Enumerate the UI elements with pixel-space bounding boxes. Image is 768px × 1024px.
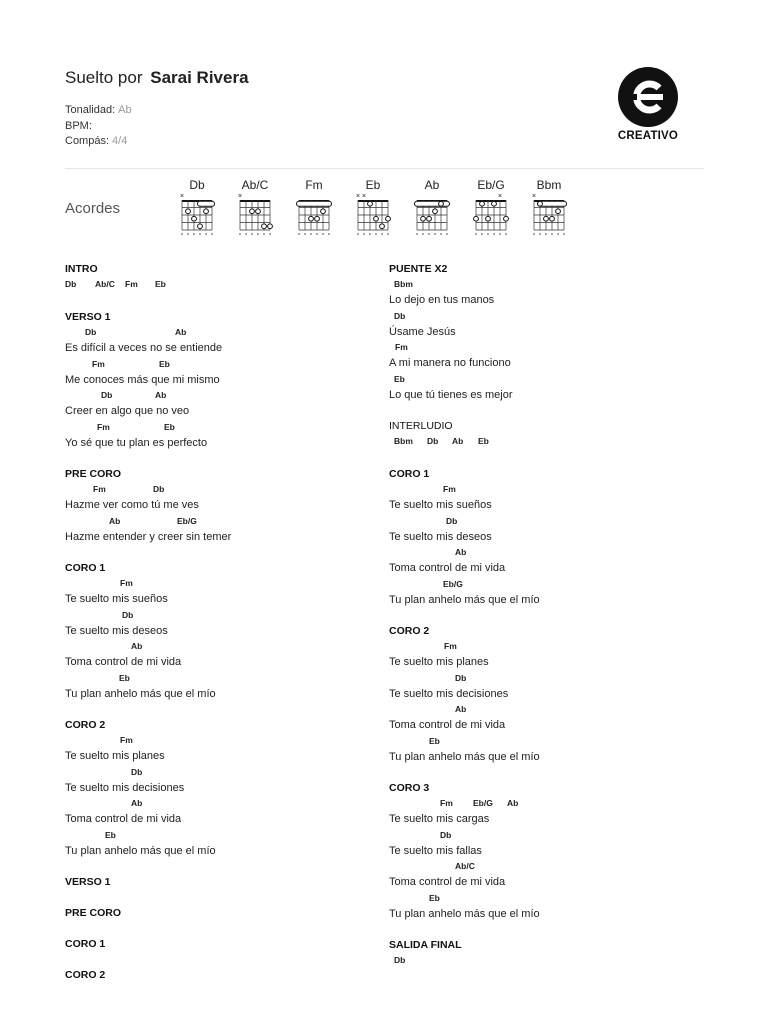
chord-row [65,732,365,749]
chord-symbol: Fm [93,484,106,494]
chord-symbol: Ab [175,327,187,337]
chord-row [389,890,689,907]
chord-symbol: Eb/G [443,578,463,589]
chord-symbol: Db [122,609,134,620]
chord-symbol: Db [455,672,467,683]
lyric-line: Toma control de mi vida [389,876,506,888]
chord-symbol: Eb [155,279,166,289]
svg-text:×: × [361,193,367,200]
section-title: CORO 1 [65,562,106,574]
section-title: VERSO 1 [65,311,111,323]
chord-symbol: Ab [455,547,467,557]
lyric-line: A mi manera no funciono [389,357,511,369]
chord-row [65,607,365,624]
chord-symbol: Eb [105,829,116,840]
chord-row [65,764,365,781]
chord-row [389,670,689,687]
chord-fretboard [295,192,333,238]
section-title: PUENTE X2 [389,263,448,275]
chord-symbol: Ab [455,704,467,714]
section-gap [389,764,689,781]
lyric-line: Creer en algo que no veo [65,405,190,417]
chord-row [389,544,689,561]
svg-text:×: × [237,193,243,200]
chord-fretboard [236,192,274,238]
c-logo-icon [617,66,679,128]
tonalidad-label: Tonalidad: [65,104,116,116]
section-title: CORO 2 [65,719,106,731]
chord-row [65,419,365,436]
chord-symbol: Fm [120,578,133,588]
creativo-logo [613,66,683,142]
section-title: INTERLUDIO [389,420,453,432]
section-title: VERSO 1 [65,876,111,888]
chord-row [389,827,689,844]
section-title: PRE CORO [65,907,122,919]
chord-symbol: Fm [443,484,456,494]
lyric-line: Es difícil a veces no se entiende [65,342,223,354]
lyric-line: Tu plan anhelo más que el mío [389,593,540,606]
section-title: PRE CORO [65,468,122,480]
chord-symbol: Db [85,327,97,337]
chord-symbol: Eb [429,892,440,903]
chord-diagram-name: Fm [305,178,323,192]
chord-row [65,481,365,498]
section-gap [65,889,365,906]
section-title: CORO 2 [389,625,430,637]
svg-text:×: × [179,193,185,200]
section-gap [389,450,689,467]
chord-symbol: Db [394,955,406,965]
lyric-line: Te suelto mis sueños [65,593,168,605]
chord-diagrams [172,178,592,240]
chord-row [389,701,689,718]
chord-symbol: Bbm [394,279,413,289]
section-gap [65,951,365,968]
lyric-line: Toma control de mi vida [65,656,182,668]
chord-symbol: Db [65,279,77,289]
lyric-line: Lo que tú tienes es mejor [389,388,513,401]
chord-symbol: Fm [92,358,105,369]
chord-row [65,276,365,293]
chord-diagram-name: Ab [424,178,440,192]
chord-symbol: Fm [125,279,138,289]
compas-value: 4/4 [112,135,128,147]
tonalidad-value: Ab [118,104,132,116]
chord-row [389,481,689,498]
chord-fretboard [472,192,510,238]
section-gap [65,920,365,937]
section-gap [65,450,365,467]
chord-symbol: Fm [444,641,457,651]
section-title: CORO 1 [65,938,106,950]
chord-diagram-name: Eb [365,178,381,192]
lyric-line: Hazme entender y creer sin temer [65,530,232,543]
meta-compas [65,134,249,150]
compas-label: Compás: [65,135,110,147]
chord-row [389,339,689,356]
song-right-column [389,262,689,969]
chord-fretboard [178,192,216,238]
chord-symbol: Eb [429,735,440,746]
chord-symbol: Ab [452,436,464,446]
song-title-line [65,68,249,88]
chord-symbol: Db [101,390,113,400]
chord-fretboard [354,192,392,238]
song-header [65,68,249,150]
meta-tonalidad [65,103,249,119]
chord-diagram-name: Bbm [536,178,562,192]
section-gap [389,921,689,938]
chord-row [65,324,365,341]
chord-diagram-name: Eb/G [477,178,505,192]
chord-row [65,575,365,592]
chord-symbol: Eb [159,358,170,369]
chord-row [65,356,365,373]
chord-symbol: Fm [440,798,453,808]
lyric-line: Te suelto mis deseos [389,530,492,543]
chord-row [389,795,689,812]
chord-symbol: Eb [119,672,130,683]
section-gap [65,858,365,875]
chord-fretboard [530,192,568,238]
lyric-line: Te suelto mis deseos [65,624,168,637]
lyric-line: Te suelto mis fallas [389,844,482,857]
chord-symbol: Eb/G [177,515,197,526]
lyric-line: Toma control de mi vida [389,562,506,574]
section-gap [389,402,689,419]
section-title: CORO 2 [65,969,106,981]
lyric-line: Te suelto mis decisiones [389,687,509,700]
chord-diagram [289,178,339,238]
bpm-label: BPM: [65,119,92,132]
chord-row [389,952,689,969]
chord-symbol: Ab [507,798,519,808]
chord-symbol: Ab [131,641,143,651]
svg-text:×: × [355,193,361,200]
lyric-line: Te suelto mis cargas [389,813,490,825]
chord-row [65,513,365,530]
song-artist: Sarai Rivera [150,68,249,87]
chord-row [65,827,365,844]
chord-symbol: Eb [394,373,405,384]
chord-symbol: Db [446,515,458,526]
section-gap [65,701,365,718]
chord-symbol: Fm [120,735,133,745]
lyric-line: Te suelto mis planes [65,750,165,762]
section-title: CORO 1 [389,468,430,480]
section-gap [389,607,689,624]
lyric-line: Tu plan anhelo más que el mío [65,687,216,700]
chord-diagram-name: Db [189,178,205,192]
chord-symbol: Bbm [394,436,413,446]
meta-bpm [65,119,249,135]
song-left-column [65,262,365,982]
svg-text:×: × [531,193,537,200]
lyric-line: Hazme ver como tú me ves [65,499,199,511]
chord-symbol: Ab/C [455,861,475,871]
lyric-line: Me conoces más que mi mismo [65,373,220,386]
lyric-line: Toma control de mi vida [65,813,182,825]
chord-symbol: Ab/C [95,279,115,289]
chord-row [389,433,689,450]
chord-symbol: Db [440,829,452,840]
lyric-line: Tu plan anhelo más que el mío [389,750,540,763]
chord-row [65,387,365,404]
chord-diagram [172,178,222,238]
chord-row [389,513,689,530]
chord-diagram-name: Ab/C [241,178,269,192]
chord-symbol: Db [427,436,439,446]
lyric-line: Toma control de mi vida [389,719,506,731]
song-meta [65,103,249,150]
chord-symbol: Db [131,766,143,777]
chord-row [389,858,689,875]
chord-symbol: Ab [109,515,121,526]
chord-row [389,576,689,593]
chord-diagram [348,178,398,238]
lyric-line: Te suelto mis sueños [389,499,492,511]
chord-symbol: Ab [131,798,143,808]
chord-diagram [407,178,457,238]
section-title: CORO 3 [389,782,430,794]
chord-fretboard [413,192,451,238]
chord-diagram [466,178,516,238]
section-gap [65,544,365,561]
chord-symbol: Ab [155,390,167,400]
header-divider [65,168,704,169]
chord-diagram [230,178,280,238]
chord-symbol: Eb [164,421,175,432]
chord-symbol: Fm [97,421,110,432]
svg-text:×: × [497,193,503,200]
logo-text: CREATIVO [617,130,679,142]
chord-row [389,371,689,388]
chord-symbol: Fm [395,342,408,352]
chord-symbol: Eb/G [473,798,493,808]
lyric-line: Tu plan anhelo más que el mío [65,844,216,857]
chord-row [389,276,689,293]
chord-row [389,638,689,655]
lyric-line: Tu plan anhelo más que el mío [389,907,540,920]
section-title: INTRO [65,263,98,275]
lyric-line: Úsame Jesús [389,325,456,338]
chord-row [389,308,689,325]
chord-row [65,670,365,687]
lyric-line: Yo sé que tu plan es perfecto [65,436,208,449]
lyric-line: Te suelto mis planes [389,656,489,668]
lyric-line: Te suelto mis decisiones [65,781,185,794]
chord-symbol: Db [394,310,406,321]
chord-row [65,638,365,655]
chord-symbol: Eb [478,436,489,446]
section-title: SALIDA FINAL [389,939,462,951]
acordes-label: Acordes [65,200,121,217]
chord-symbol: Db [153,484,165,494]
section-gap [65,293,365,310]
chord-row [65,795,365,812]
chord-row [389,733,689,750]
song-title: Suelto por [65,68,143,87]
chord-diagram [524,178,574,238]
lyric-line: Lo dejo en tus manos [389,294,495,306]
